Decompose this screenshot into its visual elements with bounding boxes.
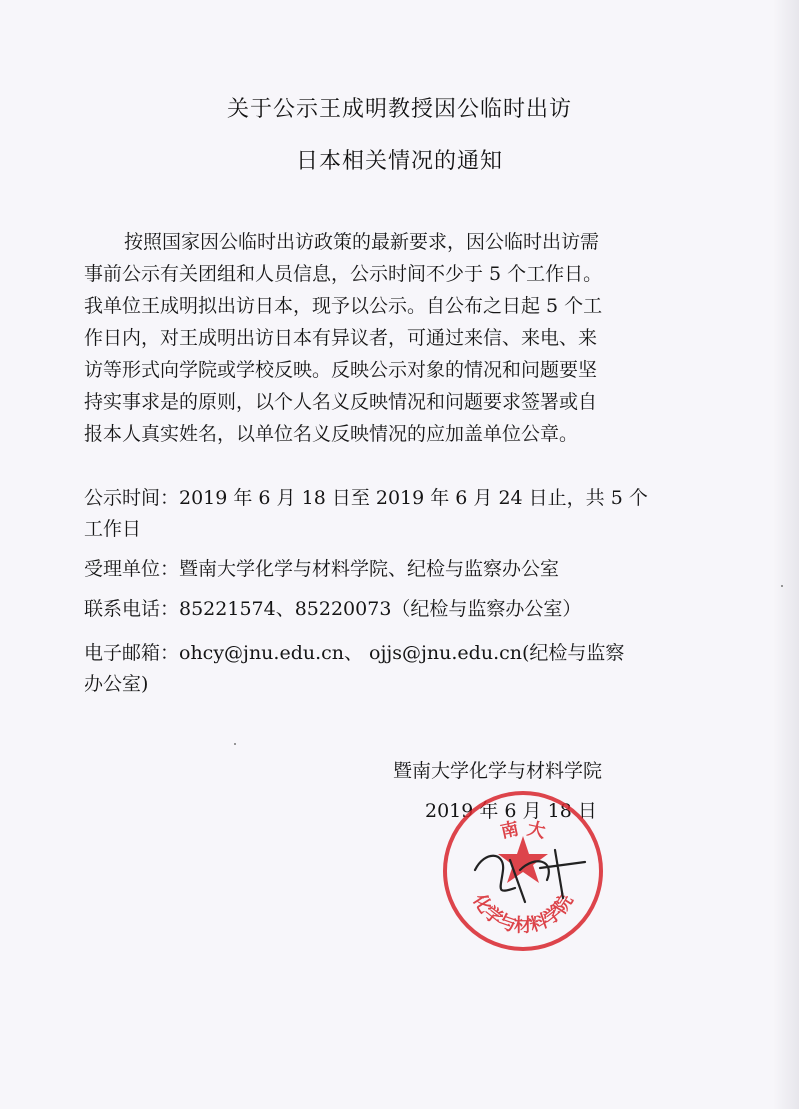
contact-email — [84, 638, 684, 700]
seal-text-top: 南 大 — [498, 818, 548, 843]
body-line: 访等形式向学院或学校反映。反映公示对象的情况和问题要坚 — [84, 359, 598, 381]
body-line: 持实事求是的原则，以个人名义反映情况和问题要求签署或自 — [84, 391, 598, 413]
contact-phone-text: 联系电话：85221574、85220073（纪检与监察办公室） — [84, 598, 582, 620]
body-line: 按照国家因公临时出访政策的最新要求，因公临时出访需 — [124, 231, 600, 253]
body-paragraph — [84, 226, 674, 450]
body-line: 作日内，对王成明出访日本有异议者，可通过来信、来电、来 — [84, 327, 598, 349]
contact-email-line: 电子邮箱：ohcy@jnu.edu.cn、 ojjs@jnu.edu.cn(纪检与监察 — [84, 642, 625, 664]
publicity-period-line: 公示时间：2019 年 6 月 18 日至 2019 年 6 月 24 日止，共 5 个 — [84, 487, 648, 509]
svg-text:南 大 — [499, 817, 548, 842]
body-line: 事前公示有关团组和人员信息，公示时间不少于 5 个工作日。 — [84, 263, 603, 285]
receiving-unit — [84, 554, 684, 585]
paper-speck — [781, 585, 783, 587]
signature-organization: 暨南大学化学与材料学院 — [393, 760, 603, 782]
receiving-unit-text: 受理单位：暨南大学化学与材料学院、纪检与监察办公室 — [84, 558, 560, 580]
seal-text-bottom: 化学与材料学院 — [468, 890, 578, 937]
publicity-period-line: 工作日 — [84, 518, 142, 540]
paper-speck — [234, 743, 236, 745]
contact-phone — [84, 594, 684, 625]
title-line-2: 日本相关情况的通知 — [295, 149, 503, 174]
publicity-period — [84, 483, 684, 545]
contact-email-line: 办公室) — [84, 673, 149, 695]
body-line: 我单位王成明拟出访日本，现予以公示。自公布之日起 5 个工 — [84, 295, 603, 317]
signature-date: 2019 年 6 月 18 日 — [425, 800, 597, 822]
handwritten-signature-icon — [465, 840, 595, 910]
body-line: 报本人真实姓名，以单位名义反映情况的应加盖单位公章。 — [84, 423, 579, 445]
title-line-1: 关于公示王成明教授因公临时出访 — [226, 97, 572, 122]
